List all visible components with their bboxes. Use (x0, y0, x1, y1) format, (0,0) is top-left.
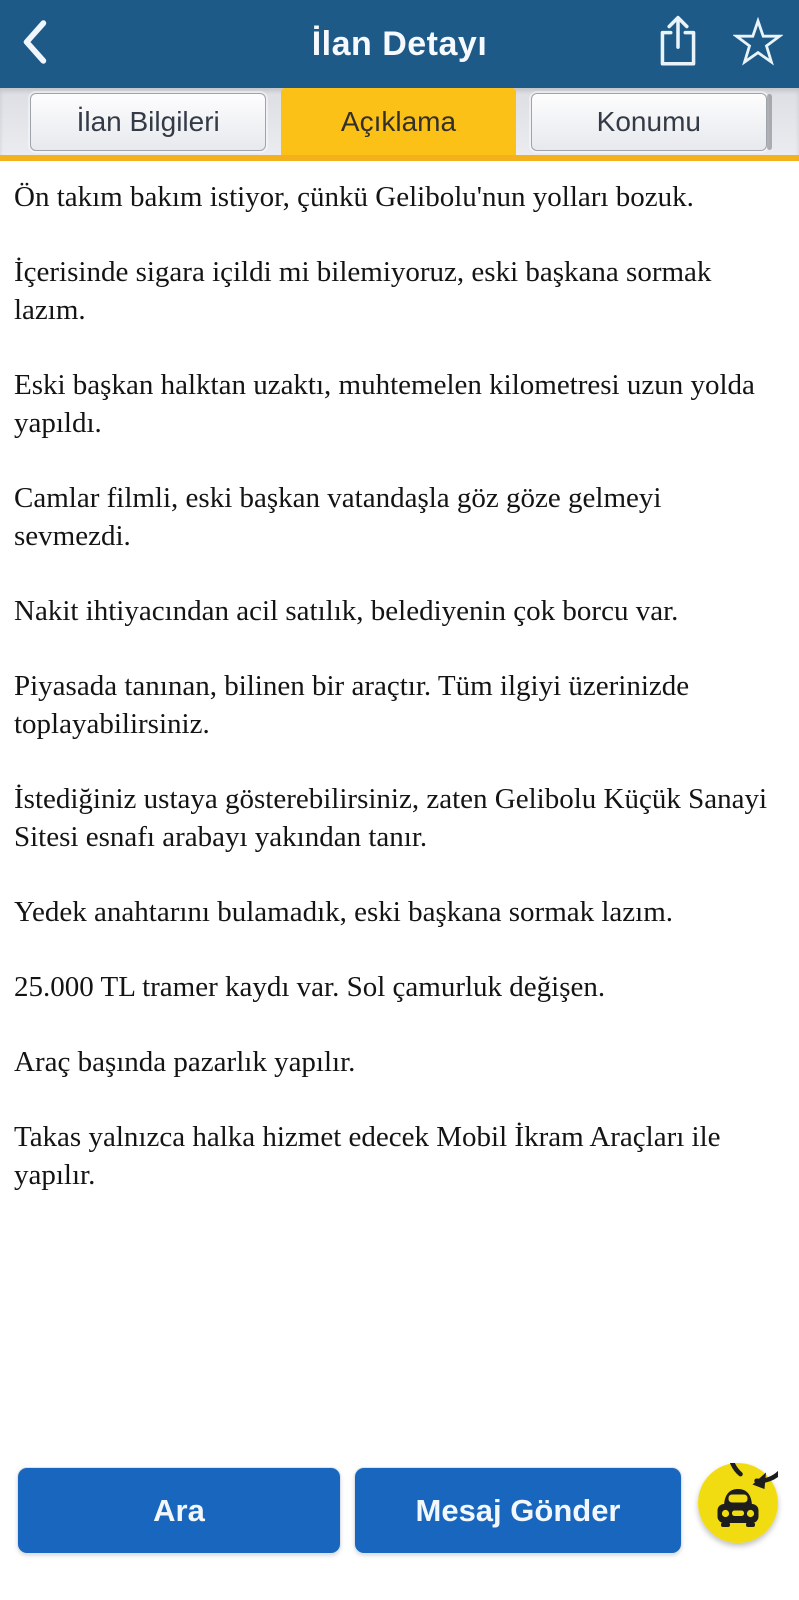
tab-bar (0, 88, 799, 161)
header-actions (651, 0, 785, 88)
tab-ilan-bilgileri[interactable]: İlan Bilgileri (30, 93, 266, 151)
tab-aciklama[interactable]: Açıklama (281, 88, 515, 155)
car-refresh-icon (698, 1530, 778, 1547)
description-paragraph: Camlar filmli, eski başkan vatandaşla göz göze gelmeyi sevmezdi. (14, 482, 662, 552)
page-title: İlan Detayı (311, 24, 488, 63)
car-trade-fab-button[interactable] (698, 1463, 778, 1543)
description-panel (0, 161, 799, 1441)
description-paragraph: Piyasada tanınan, bilinen bir araçtır. Tüm ilgiyi üzerinizde toplayabilirsiniz. (14, 670, 690, 740)
description-paragraph: 25.000 TL tramer kaydı var. Sol çamurluk değişen. (14, 971, 606, 1003)
share-button[interactable] (651, 14, 705, 74)
tab-konumu[interactable]: Konumu (531, 93, 767, 151)
call-button[interactable]: Ara (18, 1468, 340, 1553)
chevron-left-icon (20, 19, 50, 70)
star-icon (733, 17, 783, 72)
description-paragraph: Eski başkan halktan uzaktı, muhtemelen kilometresi uzun yolda yapıldı. (14, 369, 755, 439)
description-paragraph: Ön takım bakım istiyor, çünkü Gelibolu'nun yolları bozuk. (14, 181, 694, 213)
description-paragraph: Takas yalnızca halka hizmet edecek Mobil İkram Araçları ile yapılır. (14, 1121, 721, 1191)
description-paragraph: İstediğiniz ustaya gösterebilirsiniz, zaten Gelibolu Küçük Sanayi Sitesi esnafı arabayı yakından tanır. (14, 783, 767, 853)
description-paragraph: İçerisinde sigara içildi mi bilemiyoruz, eski başkana sormak lazım. (14, 256, 712, 326)
description-paragraph: Nakit ihtiyacından acil satılık, belediyenin çok borcu var. (14, 595, 679, 627)
header-bar (0, 0, 799, 88)
description-paragraph: Yedek anahtarını bulamadık, eski başkana sormak lazım. (14, 896, 674, 928)
back-button[interactable] (0, 0, 70, 88)
share-icon (655, 14, 701, 75)
send-message-button[interactable]: Mesaj Gönder (355, 1468, 681, 1553)
description-paragraph: Araç başında pazarlık yapılır. (14, 1046, 356, 1078)
scrollbar-thumb[interactable] (767, 94, 772, 150)
favorite-button[interactable] (731, 14, 785, 74)
tab-row (0, 88, 799, 155)
